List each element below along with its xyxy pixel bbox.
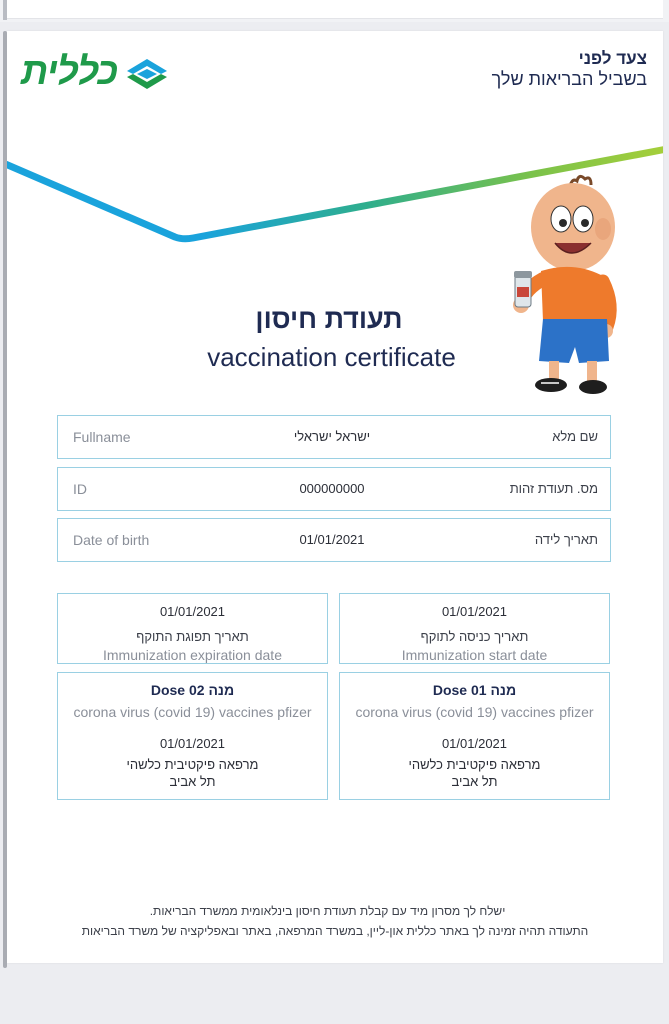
dob-field [57,518,611,562]
scroll-indicator [3,31,7,968]
scroll-indicator-top [3,0,7,20]
dob-he-label: תאריך לידה [534,532,598,547]
immunization-expiration-box [57,593,328,664]
dose-1-vaccine: corona virus (covid 19) vaccines pfizer [355,704,594,720]
immunization-start-box [339,593,610,664]
dose-1-title: Dose 01 מנה [432,682,517,698]
dose-1-date: 01/01/2021 [441,736,508,751]
dose-1-clinic: מרפאה פיקטיבית כלשהי [408,757,541,772]
id-value: 000000000 [299,481,365,496]
id-he-label: מס. תעודת זהות [509,481,598,496]
certificate-page [7,31,663,963]
title-english: vaccination certificate [207,342,456,372]
dose-1-box [339,672,610,800]
dose-2-date: 01/01/2021 [159,736,226,751]
clalit-chevrons-icon [123,55,171,93]
start-date: 01/01/2021 [441,604,508,619]
slogan-line-2: בשביל הבריאות שלך [491,69,647,89]
dob-value: 01/01/2021 [299,532,365,547]
dose-2-clinic: מרפאה פיקטיבית כלשהי [126,757,259,772]
start-he-label: תאריך כניסה לתוקף [420,629,529,644]
slogan [492,49,647,89]
dose-2-box [57,672,328,800]
id-field [57,467,611,511]
expiration-date: 01/01/2021 [159,604,226,619]
dose-2-title: Dose 02 מנה [150,682,235,698]
expiration-he-label: תאריך תפוגת התוקף [136,629,249,644]
footer-note [7,901,663,941]
expiration-en-label: Immunization expiration date [103,647,282,663]
start-en-label: Immunization start date [401,647,548,663]
fullname-en-label: Fullname [73,429,131,445]
dob-en-label: Date of birth [73,532,150,548]
fullname-he-label: שם מלא [552,429,598,444]
dose-1-city: תל אביב [451,774,498,789]
fullname-value: ישראל ישראלי [293,429,371,444]
fullname-field [57,415,611,459]
dose-2-city: תל אביב [169,774,216,789]
previous-page-edge [7,0,663,19]
title-hebrew: תעודת חיסון [255,304,403,334]
dose-2-vaccine: corona virus (covid 19) vaccines pfizer [73,704,312,720]
footer-line-2: התעודה תהיה זמינה לך באתר כללית און-ליין, במשרד המרפאה, באתר ובאפליקציה של משרד הבריאות [81,924,589,938]
id-en-label: ID [73,481,87,497]
logo-text: כללית [21,51,118,93]
clalit-logo [21,51,173,97]
slogan-line-1: צעד לפני [578,49,647,68]
footer-line-1: ישלח לך מסרון מיד עם קבלת תעודת חיסון בינלאומית ממשרד הבריאות. [149,904,506,918]
